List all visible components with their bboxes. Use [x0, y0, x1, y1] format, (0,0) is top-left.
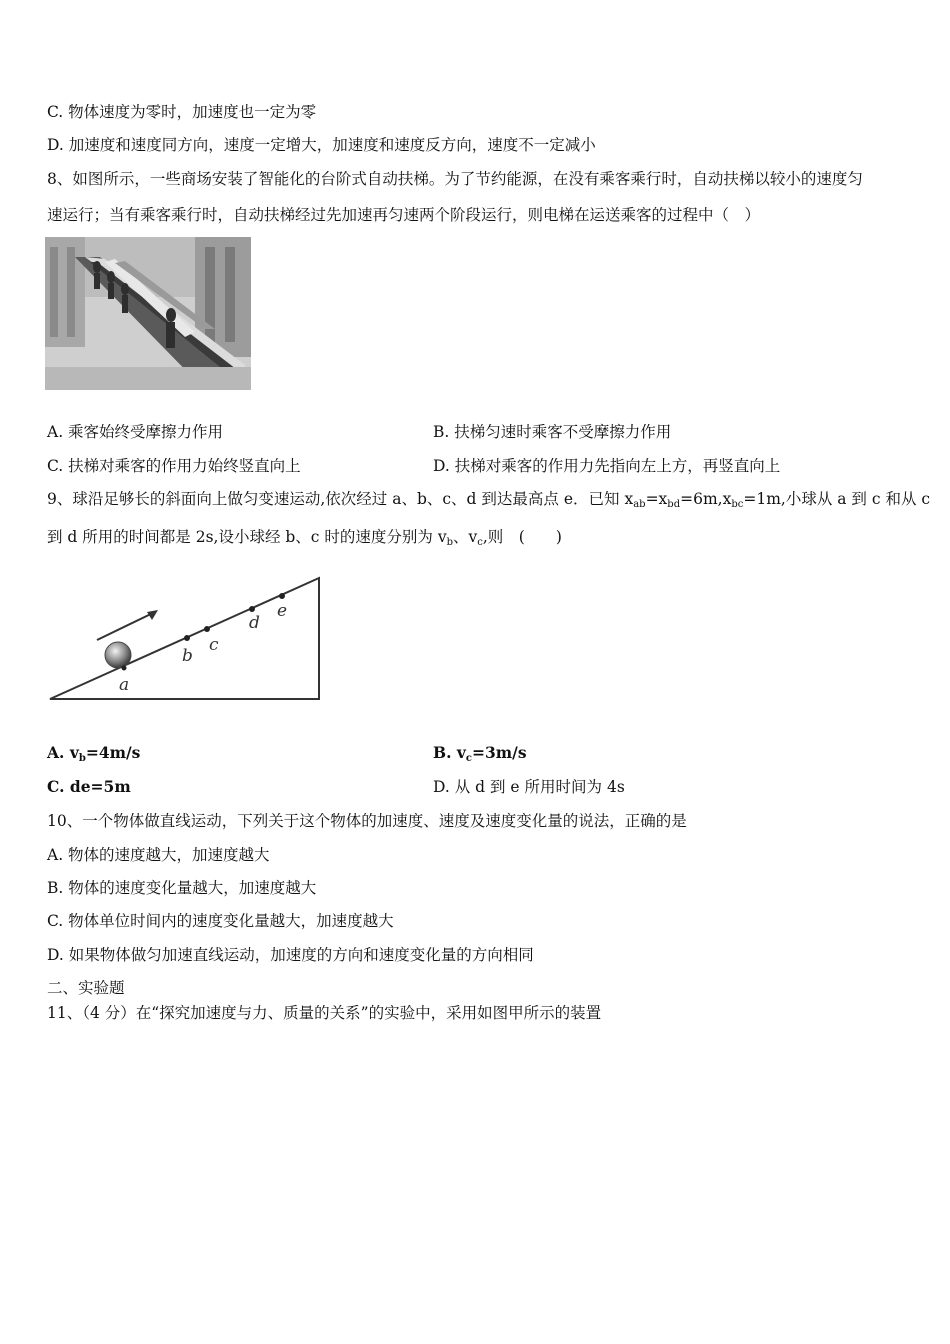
point-e	[279, 593, 285, 599]
label-a: a	[119, 675, 130, 695]
q9-stem-line1-text: =6m,x	[680, 490, 732, 508]
q10-option-a: A. 物体的速度越大，加速度越大	[47, 846, 270, 864]
q9-stem-line2-text: ,则 ( )	[482, 528, 562, 546]
q11-stem: 11、（4 分）在“探究加速度与力、质量的关系”的实验中，采用如图甲所示的装置	[47, 1004, 602, 1022]
ball	[105, 642, 131, 668]
q9-stem-line1-text: =1m,小球从 a 到 c 和从 c	[743, 490, 931, 508]
label-e: e	[277, 601, 288, 621]
q9-option-b-text: B. v	[433, 743, 466, 762]
point-c	[204, 626, 210, 632]
q9-option-a	[47, 743, 140, 769]
q9-stem-line1	[47, 489, 930, 515]
q8-option-a: A. 乘客始终受摩擦力作用	[47, 423, 224, 441]
q9-option-a-text: =4m/s	[85, 743, 141, 762]
subscript: c	[465, 753, 472, 764]
label-d: d	[249, 613, 260, 633]
q10-stem: 10、一个物体做直线运动，下列关于这个物体的加速度、速度及速度变化量的说法，正确的是	[47, 812, 687, 830]
q10-option-b: B. 物体的速度变化量越大，加速度越大	[47, 879, 317, 897]
q9-stem-line1-text: =x	[645, 490, 668, 508]
point-d	[249, 606, 255, 612]
q10-option-c: C. 物体单位时间内的速度变化量越大，加速度越大	[47, 912, 394, 930]
q9-stem-line2-text: 、v	[453, 528, 478, 546]
q9-option-a-text: A. v	[47, 743, 79, 762]
point-b	[184, 635, 190, 641]
q10-option-d: D. 如果物体做匀加速直线运动，加速度的方向和速度变化量的方向相同	[47, 946, 534, 964]
escalator-photo	[45, 237, 251, 390]
q9-stem-line1-text: 9、球沿足够长的斜面向上做匀变速运动,依次经过 a、b、c、d 到达最高点 e．已知 x	[47, 490, 634, 508]
q9-option-b	[433, 743, 527, 769]
q8-option-c: C. 扶梯对乘客的作用力始终竖直向上	[47, 457, 301, 475]
q8-option-d: D. 扶梯对乘客的作用力先指向左上方，再竖直向上	[433, 457, 781, 475]
subscript: bc	[731, 499, 744, 510]
q7-option-d: D. 加速度和速度同方向，速度一定增大，加速度和速度反方向，速度不一定减小	[47, 136, 596, 154]
subscript: c	[477, 537, 483, 548]
q8-stem-line2: 速运行；当有乘客乘行时，自动扶梯经过先加速再匀速两个阶段运行，则电梯在运送乘客的过程中（ ）	[47, 206, 761, 224]
label-c: c	[209, 635, 219, 655]
subscript: ab	[633, 499, 646, 510]
motion-arrow	[97, 612, 155, 640]
incline-diagram	[45, 572, 325, 704]
section-heading: 二、实验题	[47, 979, 125, 997]
q9-stem-line2-text: 到 d 所用的时间都是 2s,设小球经 b、c 时的速度分别为 v	[47, 528, 447, 546]
subscript: b	[78, 753, 86, 764]
q9-option-b-text: =3m/s	[472, 743, 527, 762]
q8-stem-line1: 8、如图所示，一些商场安装了智能化的台阶式自动扶梯。为了节约能源，在没有乘客乘行时，自动扶梯以较小的速度匀	[47, 170, 863, 188]
q9-stem-line2	[47, 527, 562, 553]
q9-option-d: D. 从 d 到 e 所用时间为 4s	[433, 778, 625, 796]
q8-option-b: B. 扶梯匀速时乘客不受摩擦力作用	[433, 423, 672, 441]
subscript: bd	[667, 499, 681, 510]
label-b: b	[182, 646, 193, 666]
q9-option-c: C. de=5m	[47, 777, 131, 796]
subscript: b	[446, 537, 453, 548]
q7-option-c: C. 物体速度为零时，加速度也一定为零	[47, 103, 317, 121]
point-a	[122, 666, 127, 671]
